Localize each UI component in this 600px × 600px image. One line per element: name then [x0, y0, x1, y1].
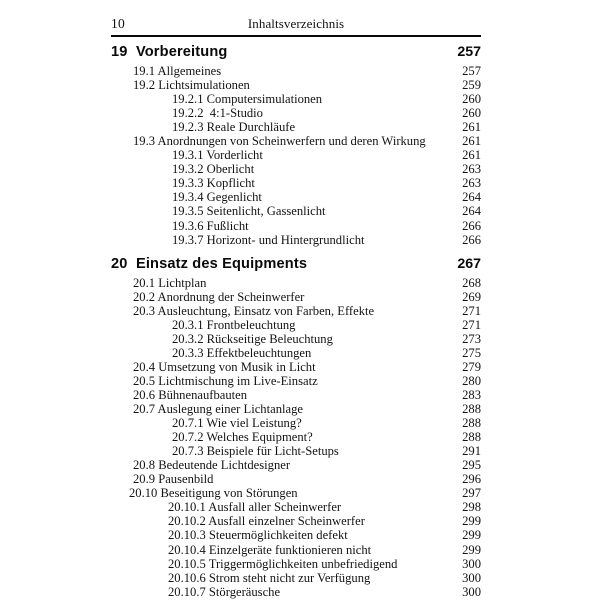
toc-entry-page-number: 275: [462, 345, 481, 360]
toc-entry-label: 19.3.1 Vorderlicht: [172, 148, 263, 163]
toc-entry-row[interactable]: [0, 204, 600, 218]
toc-entry-label: 19.1 Allgemeines: [133, 64, 222, 78]
toc-entry-page-number: 288: [462, 402, 481, 417]
toc-chapter-row[interactable]: [0, 254, 600, 275]
toc-entry-row[interactable]: [0, 304, 600, 318]
toc-entry-page-number: 260: [462, 106, 481, 121]
toc-entry-row[interactable]: [0, 514, 600, 528]
toc-entry-label: 20.10 Beseitigung von Störungen: [129, 486, 298, 501]
toc-entry-page-number: 257: [457, 44, 481, 60]
toc-entry-row[interactable]: [0, 585, 600, 599]
toc-entry-row[interactable]: [0, 388, 600, 402]
toc-entry-label: 19.3.4 Gegenlicht: [172, 190, 262, 205]
toc-entry-page-number: 264: [462, 190, 481, 205]
toc-chapter-row[interactable]: [0, 42, 600, 63]
toc-entry-label: 20.10.7 Störgeräusche: [168, 584, 281, 599]
toc-entry-label: 20.10.5 Triggermöglichkeiten unbefriedigend: [168, 556, 398, 571]
toc-entry-page-number: 299: [462, 542, 481, 557]
toc-entry-row[interactable]: [0, 360, 600, 374]
toc-entry-row[interactable]: [0, 318, 600, 332]
toc-entry-label: 20.10.4 Einzelgeräte funktionieren nicht: [168, 542, 372, 557]
toc-entry-page-number: 263: [462, 162, 481, 177]
toc-entry-page-number: 271: [462, 317, 481, 332]
toc-entry-page-number: 261: [462, 134, 481, 149]
page-folio-number: 10: [111, 16, 125, 31]
toc-entry-page-number: 261: [462, 120, 481, 135]
toc-entry-page-number: 266: [462, 218, 481, 233]
toc-entry-label: 19.2.3 Reale Durchläufe: [172, 120, 296, 135]
toc-entry-page-number: 259: [462, 78, 481, 93]
toc-entry-row[interactable]: [0, 557, 600, 571]
toc-entry-row[interactable]: [0, 486, 600, 500]
toc-entry-row[interactable]: [0, 219, 600, 233]
toc-entry-label: 20.10.6 Strom steht nicht zur Verfügung: [168, 570, 371, 585]
toc-entry-label: 20.7.1 Wie viel Leistung?: [172, 416, 302, 431]
toc-entry-label: 19.2 Lichtsimulationen: [133, 78, 250, 93]
toc-entry-label: 19.2.1 Computersimulationen: [172, 92, 323, 107]
running-head: [111, 16, 481, 32]
toc-entry-page-number: 269: [462, 289, 481, 304]
toc-entry-page-number: 291: [462, 444, 481, 459]
toc-entry-row[interactable]: [0, 458, 600, 472]
toc-entry-row[interactable]: [0, 92, 600, 106]
toc-entry-row[interactable]: [0, 332, 600, 346]
toc-entry-label: 19.2.2 4:1-Studio: [172, 106, 263, 121]
toc-entry-page-number: 273: [462, 331, 481, 346]
toc-entry-page-number: 257: [462, 64, 481, 78]
toc-entry-page-number: 260: [462, 92, 481, 107]
toc-entry-page-number: 267: [457, 255, 481, 272]
toc-entry-label: 20.6 Bühnenaufbauten: [133, 387, 248, 402]
toc-entry-page-number: 271: [462, 303, 481, 318]
toc-entry-row[interactable]: [0, 134, 600, 148]
toc-entry-label: 20.9 Pausenbild: [133, 472, 214, 487]
toc-entry-row[interactable]: [0, 416, 600, 430]
toc-entry-row[interactable]: [0, 176, 600, 190]
toc-entry-page-number: 266: [462, 232, 481, 247]
toc-entry-label: 20.4 Umsetzung von Musik in Licht: [133, 359, 316, 374]
toc-entry-label: 19.3.3 Kopflicht: [172, 176, 255, 191]
toc-entry-label: 20.3 Ausleuchtung, Einsatz von Farben, Effekte: [133, 303, 375, 318]
toc-entry-label: 19.3.7 Horizont- und Hintergrundlicht: [172, 232, 365, 247]
toc-entry-page-number: 279: [462, 359, 481, 374]
toc-entry-label: 20.7 Auslegung einer Lichtanlage: [133, 402, 303, 417]
toc-entry-page-number: 300: [462, 584, 481, 599]
toc-entry-label: 20 Einsatz des Equipments: [111, 255, 308, 272]
toc-entry-page-number: 298: [462, 500, 481, 515]
toc-entry-page-number: 263: [462, 176, 481, 191]
toc-entry-page-number: 288: [462, 430, 481, 445]
toc-entry-page-number: 297: [462, 486, 481, 501]
toc-entry-row[interactable]: [0, 444, 600, 458]
toc-entry-row[interactable]: [0, 78, 600, 92]
toc-entry-page-number: 261: [462, 148, 481, 163]
toc-entry-row[interactable]: [0, 402, 600, 416]
toc-entry-page-number: 283: [462, 387, 481, 402]
toc-entry-label: 19.3.2 Oberlicht: [172, 162, 255, 177]
toc-entry-label: 19.3 Anordnungen von Scheinwerfern und deren Wirkung: [133, 134, 426, 149]
toc-entry-row[interactable]: [0, 106, 600, 120]
toc-entry-label: 20.8 Bedeutende Lichtdesigner: [133, 458, 291, 473]
toc-entry-label: 20.5 Lichtmischung im Live-Einsatz: [133, 373, 318, 388]
toc-entry-label: 19.3.5 Seitenlicht, Gassenlicht: [172, 204, 326, 219]
toc-entry-label: 19.3.6 Fußlicht: [172, 218, 249, 233]
toc-entry-page-number: 300: [462, 570, 481, 585]
toc-entry-page-number: 280: [462, 373, 481, 388]
toc-entry-row[interactable]: [0, 162, 600, 176]
toc-entry-row[interactable]: [0, 500, 600, 514]
toc-entry-label: 20.10.1 Ausfall aller Scheinwerfer: [168, 500, 342, 515]
toc-entry-row[interactable]: [0, 346, 600, 360]
toc-entry-page-number: 295: [462, 458, 481, 473]
toc-entry-page-number: 264: [462, 204, 481, 219]
toc-entry-row[interactable]: [0, 543, 600, 557]
toc-entry-label: 20.3.2 Rückseitige Beleuchtung: [172, 331, 333, 346]
toc-entry-row[interactable]: [0, 528, 600, 542]
toc-entry-row[interactable]: [0, 233, 600, 247]
toc-entry-page-number: 296: [462, 472, 481, 487]
toc-entry-row[interactable]: [0, 190, 600, 204]
toc-entry-row[interactable]: [0, 571, 600, 585]
toc-entry-label: 20.7.2 Welches Equipment?: [172, 430, 313, 445]
toc-entry-row[interactable]: [0, 374, 600, 388]
toc-entry-row[interactable]: [0, 430, 600, 444]
toc-entry-row[interactable]: [0, 64, 600, 78]
toc-entry-row[interactable]: [0, 276, 600, 290]
toc-entry-page-number: 300: [462, 556, 481, 571]
toc-entry-row[interactable]: [0, 120, 600, 134]
toc-entry-page-number: 268: [462, 275, 481, 290]
toc-entry-row[interactable]: [0, 148, 600, 162]
toc-entry-page-number: 288: [462, 416, 481, 431]
toc-entry-label: 20.10.3 Steuermöglichkeiten defekt: [168, 528, 348, 543]
toc-entry-label: 20.10.2 Ausfall einzelner Scheinwerfer: [168, 514, 365, 529]
toc-entry-page-number: 299: [462, 514, 481, 529]
toc-entry-row[interactable]: [0, 290, 600, 304]
running-head-title: Inhaltsverzeichnis: [247, 16, 345, 31]
toc-entry-label: 19 Vorbereitung: [111, 44, 228, 60]
header-rule: [111, 35, 481, 37]
toc-entry-label: 20.3.3 Effektbeleuchtungen: [172, 345, 312, 360]
toc-entry-label: 20.1 Lichtplan: [133, 275, 207, 290]
toc-entry-label: 20.3.1 Frontbeleuchtung: [172, 317, 296, 332]
toc-entry-label: 20.7.3 Beispiele für Licht-Setups: [172, 444, 339, 459]
toc-entry-label: 20.2 Anordnung der Scheinwerfer: [133, 289, 305, 304]
table-of-contents: [0, 42, 600, 599]
toc-entry-page-number: 299: [462, 528, 481, 543]
toc-entry-row[interactable]: [0, 472, 600, 486]
